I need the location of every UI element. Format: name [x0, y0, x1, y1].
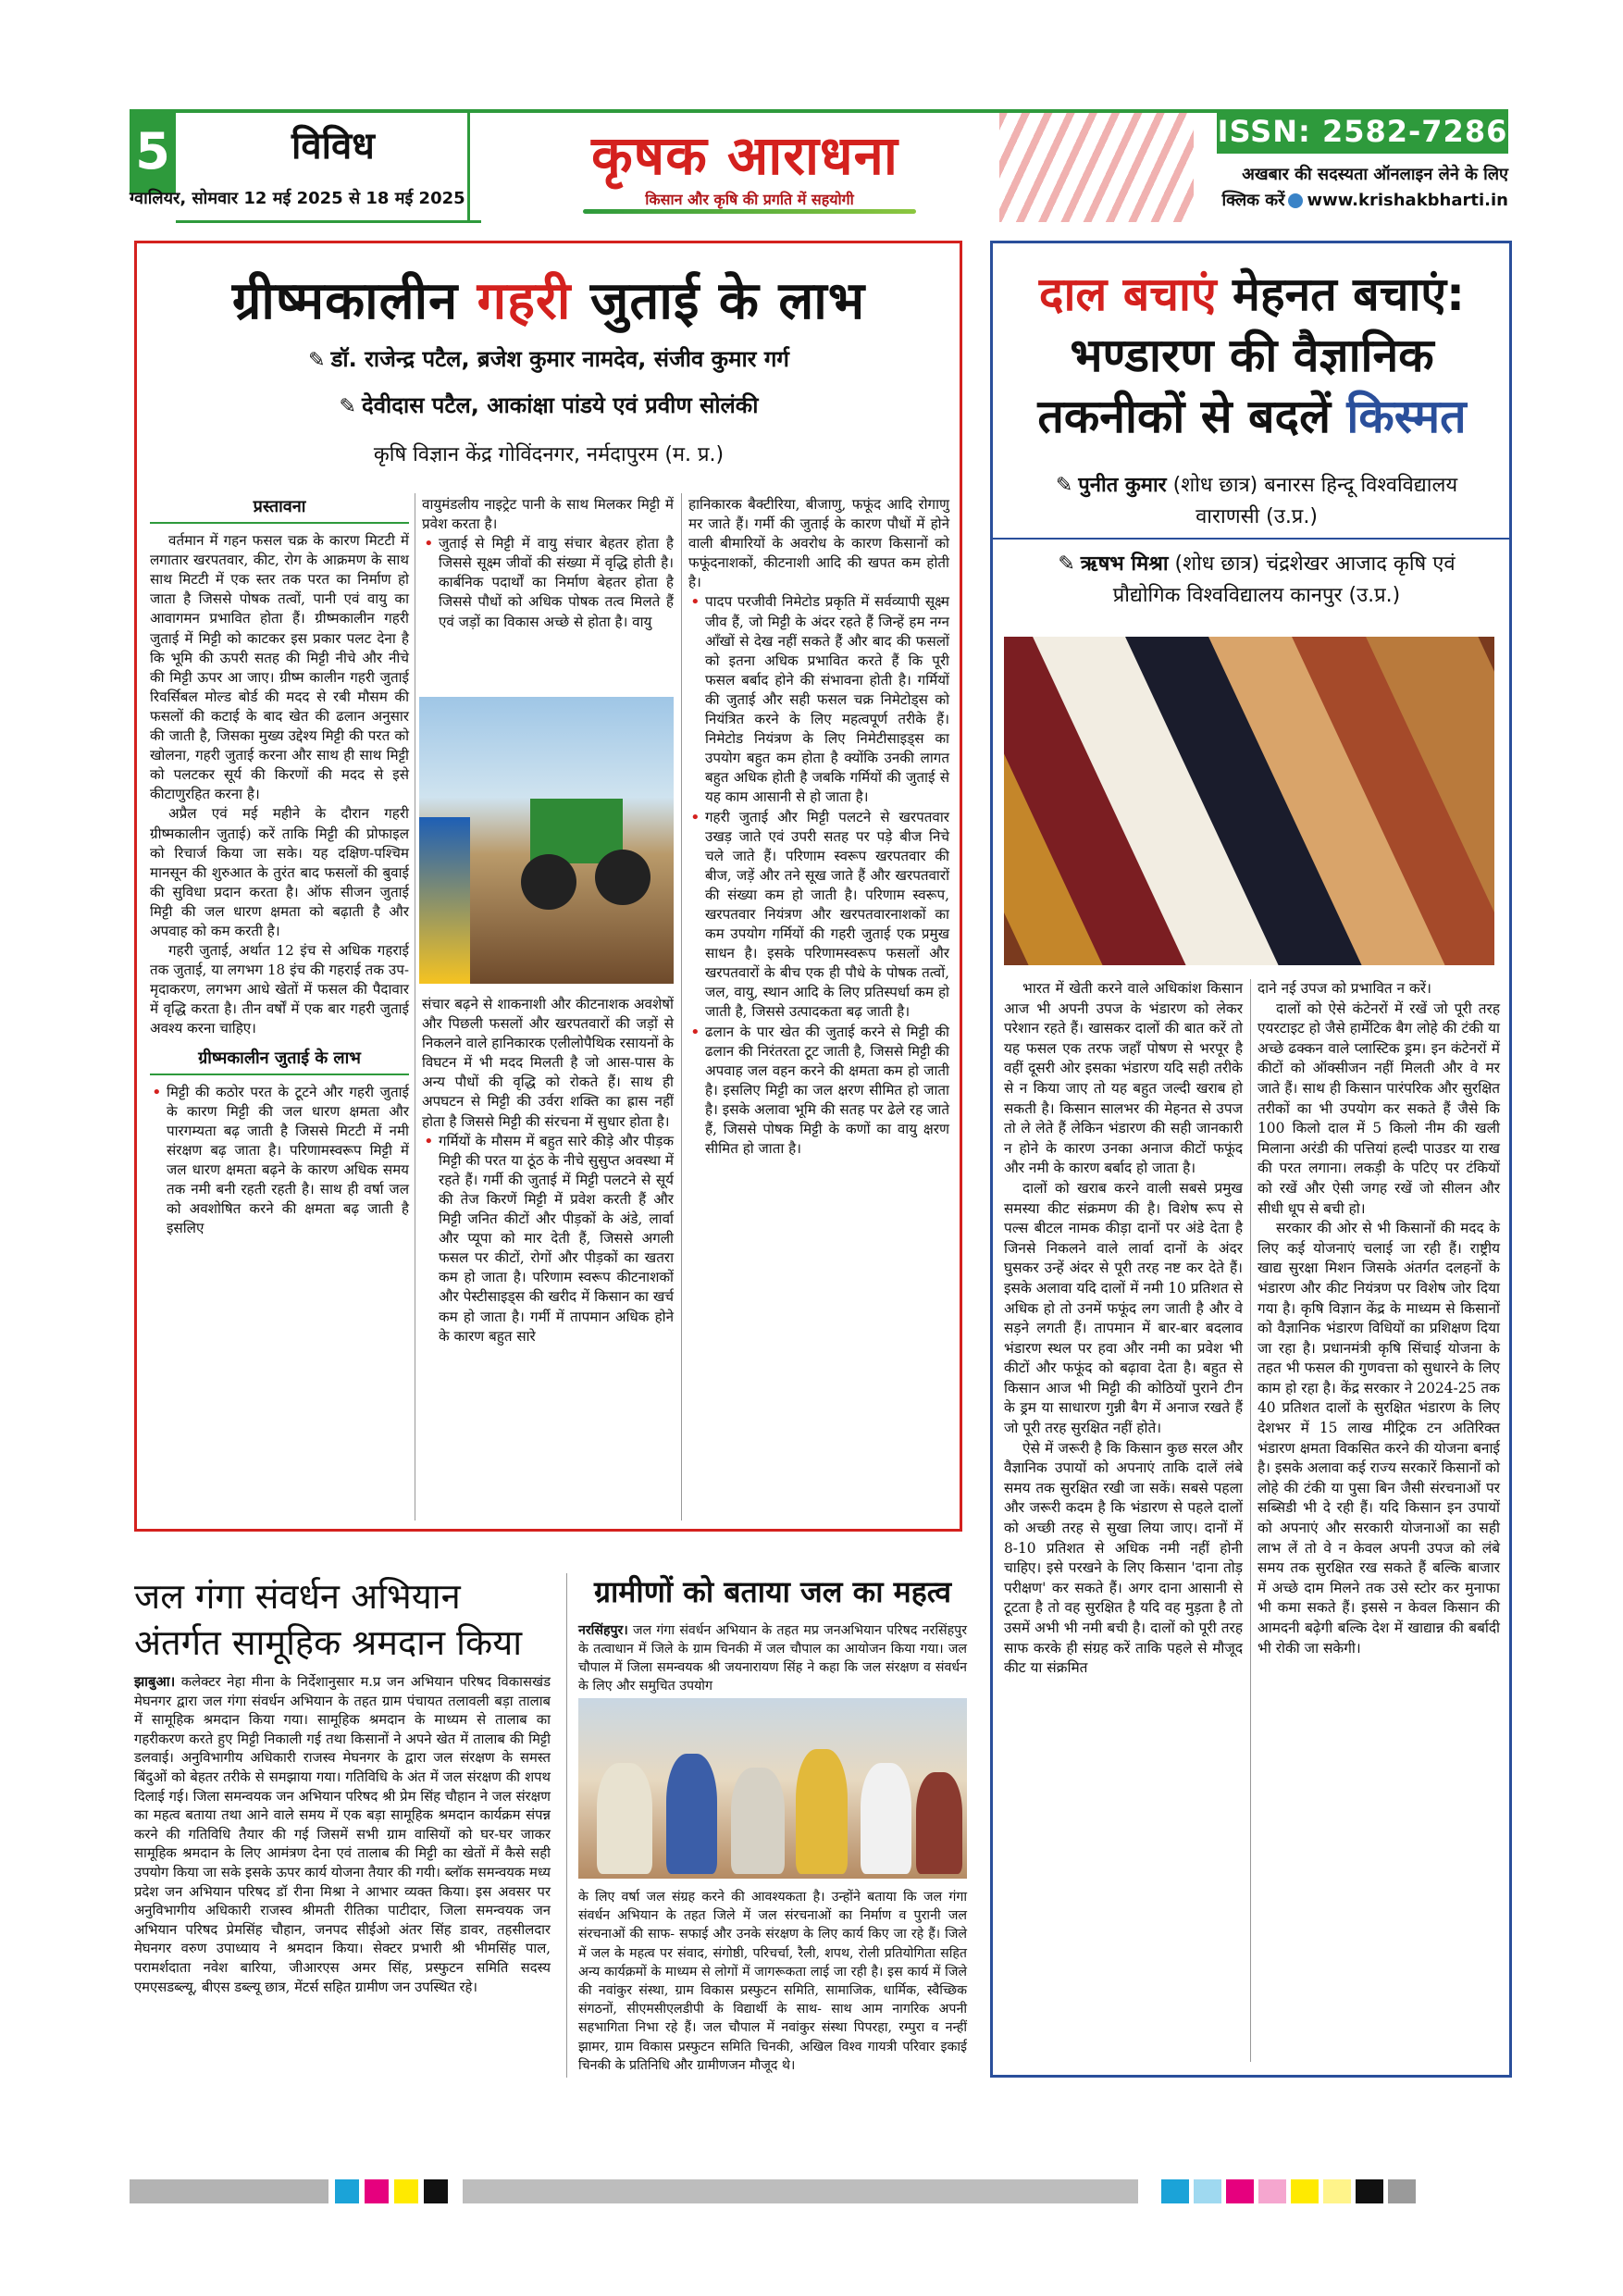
gram-article-title: ग्रामीणों को बताया जल का महत्व — [593, 1574, 952, 1609]
color-bar — [394, 2179, 418, 2203]
pen-icon: ✎ — [308, 349, 326, 372]
subscribe-click-text: क्लिक करें — [1221, 191, 1285, 210]
paragraph: दालों को खराब करने वाली सबसे प्रमुख समस्या कीट संक्रमण की है। विशेष रूप से पल्स बीटल नामक कीड़ा दानों पर अंडे देता है जिनसे निकलने वाले लार्वा दानों के अंदर घुसकर उन्हें अंदर से पूरी तरह नष्ट कर देते हैं। इसके अलावा यदि दालों में नमी 10 प्रतिशत से अधिक हो तो उनमें फफूंद लग जाती है और वे सड़ने लगती हैं। तापमान में बार-बार बदलाव भंडारण स्थल पर हवा और नमी का प्रवेश भी कीटों और फफूंद को बढ़ावा देता है। बहुत से किसान आज भी मिट्टी की कोठियों पुराने टीन के ड्रम या साधारण गुन्नी बैग में अनाज रखते हैं जो पूरी तरह सुरक्षित नहीं होते। — [1004, 1179, 1243, 1437]
pen-icon: ✎ — [1058, 552, 1075, 576]
brand-tagline: किसान और कृषि की प्रगति में सहयोगी — [645, 191, 854, 208]
section-name: विविध — [291, 125, 375, 168]
bullet-item: • पादप परजीवी निमेटोड प्रकृति में सर्वव्यापी सूक्ष्म जीव हैं, जो मिट्टी के अंदर रहते हैं जिन्हें हम नग्न आँखों से देख नहीं सकते हैं और बाद की फसलों को इतना अधिक प्रभावित करते हैं कि पूरी फसल बर्बाद होने की संभावना होती है। गर्मियों की जुताई और सही फसल चक्र निमेटोड्स को नियंत्रित करने के लिए महत्वपूर्ण तरीके हैं। निमेटोड नियंत्रण के लिए निमेटीसाइड्स का उपयोग बहुत कम होता है क्योंकि उनकी लागत बहुत अधिक होती है जबकि गर्मियों की जुताई से यह काम आसानी से हो जाता है। — [688, 592, 949, 807]
right-author-1: ✎ पुनीत कुमार (शोध छात्र) बनारस हिन्दू विश्वविद्यालय वाराणसी (उ.प्र.) — [1030, 470, 1483, 533]
right-title-line-3: तकनीकों से बदलें किस्मत — [1037, 390, 1467, 443]
photo-accent — [419, 817, 470, 984]
masthead-bottom-rule — [176, 220, 481, 223]
color-bar — [463, 2179, 1138, 2203]
jal-article-title: जल गंगा संवर्धन अभियान अंतर्गत सामूहिक श्रमदान किया — [134, 1576, 523, 1663]
benefits-heading: ग्रीष्मकालीन जुताई के लाभ — [150, 1045, 409, 1075]
subscribe-block — [1138, 162, 1508, 214]
column-rule — [1250, 979, 1251, 2062]
color-bar — [424, 2179, 448, 2203]
gram-article-body-top: नरसिंहपुर। जल गंगा संवर्धन अभियान के तहत मप्र जनअभियान परिषद नरसिंहपुर के तत्वाधान में जिले के ग्राम चिनकी में जल चौपाल का आयोजन किया गया। जल चौपाल में जिला समन्वयक श्री जयनारायण सिंह ने कहा कि जल संरक्षण व संवर्धन के लिए और समुचित उपयोग — [578, 1623, 967, 1694]
right-author-2: ✎ ऋषभ मिश्रा (शोध छात्र) चंद्रशेखर आजाद कृषि एवं प्रौद्योगिक विश्वविद्यालय कानपुर (उ.प्र.) — [1030, 549, 1483, 612]
right-article — [990, 241, 1512, 2078]
color-bar — [1258, 2179, 1286, 2203]
main-title-highlight: गहरी — [477, 271, 572, 331]
color-bar — [1388, 2179, 1416, 2203]
color-bar — [365, 2179, 389, 2203]
tractor-photo — [419, 697, 674, 984]
main-article — [134, 241, 962, 1532]
subscribe-text: अखबार की सदस्यता ऑनलाइन लेने के लिए — [1242, 165, 1508, 184]
bullet-item: • गहरी जुताई और मिट्टी पलटने से खरपतवार उखड़ जाते एवं उपरी सतह पर पड़े बीज निचे चले जाते हैं। परिणाम स्वरूप खरपतवार की बीज, जड़ें और तने सूख जाते हैं और खरपतवारों की संख्या कम हो जाती है। परिणाम स्वरूप, खरपतवार नियंत्रण और खरपतवारनाशकों का कम उपयोग गर्मियों की गहरी जुताई एक प्रमुख साधन है। इसके परिणामस्वरूप फसलों और खरपतवारों के बीच एक ही पौधे के पोषक तत्वों, जल, वायु, स्थान आदि के लिए प्रतिस्पर्धा कम हो जाती है, जिससे उत्पादकता बढ़ जाती है। — [688, 808, 949, 1023]
paragraph: हानिकारक बैक्टीरिया, बीजाणु, फफूंद आदि रोगाणु मर जाते हैं। गर्मी की जुताई के कारण पौधों में होने वाली बीमारियों के अवरोध के कारण किसानों को फफूंदनाशकों, कीटनाशी आदि की खपत कम होती है। — [688, 496, 949, 591]
affiliation: कृषि विज्ञान केंद्र गोविंदनगर, नर्मदापुरम (म. प्र.) — [373, 443, 725, 466]
authors-line-1: ✎ डॉ. राजेन्द्र पटैल, ब्रजेश कुमार नामदेव, संजीव कुमार गर्ग — [308, 346, 789, 372]
wheel-icon — [595, 850, 650, 905]
authors-line-2: ✎ देवीदास पटैल, आकांक्षा पांडये एवं प्रवीण सोलंकी — [339, 392, 759, 418]
right-col-2 — [1258, 979, 1500, 1658]
gram-article-body-bottom: के लिए वर्षा जल संग्रह करने की आवश्यकता है। उन्होंने बताया कि जल गंगा संवर्धन अभियान के तहत जिले में जल संरचनाओं का निर्माण व पुरानी जल संरचनाओं की साफ- सफाई और उनके संरक्षण के लिए कार्य किए जा रहे हैं। जिले में जल के महत्व पर संवाद, संगोष्ठी, परिचर्चा, रैली, शपथ, रोली प्रतियोगिता सहित अन्य कार्यक्रमों के माध्यम से लोगों में जागरूकता लाई जा रही है। इस कार्य में जिले की नवांकुर संस्था, ग्राम विकास प्रस्फुटन समिति, सामाजिक, धार्मिक, स्वैच्छिक संगठनों, सीएमसीएलडीपी के विद्यार्थी के साथ- साथ आम नागरिक अपनी सहभागिता निभा रहे हैं। जल चौपाल में नवांकुर संस्था पिपरहा, रम्पुरा व नन्हीं झामर, ग्राम विकास प्रस्फुटन समिति चिनकी, अखिल विश्व गायत्री परिवार इकाई चिनकी के प्रतिनिधि और ग्रामीणजन मौजूद थे। — [578, 1890, 967, 2073]
dateline: झाबुआ। — [134, 1674, 176, 1690]
main-col-1 — [150, 493, 409, 1238]
paragraph: ऐसे में जरूरी है कि किसान कुछ सरल और वैज्ञानिक उपायों को अपनाएं ताकि दालें लंबे समय तक सुरक्षित रखी जा सकें। सबसे पहला और जरूरी कदम है कि भंडारण से पहले दालों को अच्छी तरह से सुखा लिया जाए। दानों में 8-10 प्रतिशत से अधिक नमी नहीं होनी चाहिए। इसे परखने के लिए किसान 'दाना तोड़ परीक्षण' कर सकते हैं। अगर दाना आसानी से टूटता है तो वह सुरक्षित है यदि वह मुड़ता है तो उसमें अभी भी नमी बची है। दालों को पूरी तरह साफ करके ही संग्रह करें ताकि पहले से मौजूद कीट या संक्रमित — [1004, 1439, 1243, 1677]
paragraph: संचार बढ़ने से शाकनाशी और कीटनाशक अवशेषों और पिछली फसलों और खरपतवारों की जड़ों से निकलने वाले हानिकारक एलीलोपैथिक रसायनों के विघटन में भी मदद मिलती है जो आस-पास के अन्य पौधों की वृद्धि को रोकते हैं। साथ ही अपघटन से मिट्टी की उर्वरा शक्ति का ह्रास नहीं होता है जिससे मिट्टी की संरचना में सुधार होता है। — [422, 996, 674, 1130]
main-col-2-top — [422, 495, 674, 632]
color-bar — [1356, 2179, 1383, 2203]
bullet-item: • ढलान के पार खेत की जुताई करने से मिट्टी की ढलान की निरंतरता टूट जाती है, जिससे मिट्टी की अपवाह जल वहन करने की क्षमता कम हो जाती है। इसलिए मिट्टी का जल क्षरण सीमित हो जाता है। इसके अलावा भूमि की सतह पर ढेले रह जाते हैं, जिससे पोषक मिट्टी के कणों का वायु क्षरण सीमित हो जाता है। — [688, 1023, 949, 1160]
pulses-photo — [1004, 637, 1494, 965]
dateline: नरसिंहपुर। — [578, 1623, 628, 1638]
paragraph: वर्तमान में गहन फसल चक्र के कारण मिटटी में लगातार खरपतवार, कीट, रोग के आक्रमण के साथ साथ मिटटी में एक स्तर तक परत का निर्माण हो जाता है जिससे पोषक तत्वों, पानी एवं वायु का आवागमन प्रभावित होता हैं। ग्रीष्मकालीन गहरी जुताई में मिट्टी को काटकर इस प्रकार पलट देना है कि भूमि की ऊपरी सतह की मिट्टी नीचे और नीचे की मिट्टी ऊपर आ जाए। ग्रीष्म कालीन गहरी जुताई रिवर्सिबल मोल्ड बोर्ड की मदद से रबी मौसम की फसलों की कटाई के बाद खेत की ढलान अनुसार की जाती है, जिसका मुख्य उद्देश्य मिट्टी की परत को खोलना, गहरी जुताई करना और साथ ही साथ मिट्टी को पलटकर सूर्य की किरणों की मदद से इसे कीटाणुरहित करना है। — [150, 532, 409, 803]
paragraph: दाने नई उपज को प्रभावित न करें। — [1258, 980, 1431, 997]
column-rule — [566, 1573, 567, 2078]
author-divider — [993, 538, 1509, 540]
intro-heading: प्रस्तावना — [150, 493, 409, 524]
paragraph: अप्रैल एवं मई महीने के दौरान गहरी ग्रीष्मकालीन जुताई) करें ताकि मिट्टी की प्रोफाइल को रिचार्ज किया जा सके। यह दक्षिण-पश्चिम मानसून की शुरुआत के तुरंत बाद फसलों की बुवाई की सुविधा प्रदान करता है। ऑफ सीजन जुताई मिट्टी की जल धारण क्षमता को बढ़ाती है और अपवाह को कम करती है। — [150, 805, 409, 939]
page-number: 5 — [130, 109, 176, 194]
bullet-item: • मिट्टी की कठोर परत के टूटने और गहरी जुताई के कारण मिट्टी की जल धारण क्षमता और पारगम्यता बढ़ जाती है जिससे मिटटी में नमी संरक्षण बढ़ जाता है। परिणामस्वरूप मिट्टी में जल धारण क्षमता बढ़ने के कारण अधिक समय तक नमी बनी रहती रहती है। साथ ही वर्षा जल को अवशोषित करने की क्षमता बढ़ जाती है इसलिए — [150, 1083, 409, 1239]
wheel-icon — [521, 854, 576, 910]
color-bar — [1323, 2179, 1351, 2203]
masthead-divider — [467, 109, 470, 222]
cursor-icon — [1288, 193, 1303, 208]
pen-icon: ✎ — [1055, 474, 1073, 497]
main-article-title: ग्रीष्मकालीन गहरी जुताई के लाभ — [231, 271, 866, 331]
paragraph: गहरी जुताई, अर्थात 12 इंच से अधिक गहराई तक जुताई, या लगभग 18 इंच की गहराई तक उप-मृदाकरण, लगभग आधे खेतों में फसल की पैदावार में वृद्धि करता है। तीन वर्षों में एक बार गहरी जुताई अवश्य करना चाहिए। — [150, 942, 409, 1037]
paragraph: दालों को ऐसे कंटेनरों में रखें जो पूरी तरह एयरटाइट हो जैसे हार्मेटिक बैग लोहे की टंकी या अच्छे ढक्कन वाले प्लास्टिक ड्रम। इन कंटेनरों में कीटों को ऑक्सीजन नहीं मिलती और वे मर जाते हैं। साथ ही किसान पारंपरिक और सुरक्षित तरीकों का भी उपयोग कर सकते हैं जैसे कि 100 किलो दाल में 5 किलो नीम की खली मिलाना अरंडी की पत्तियां हल्दी पाउडर या राख की परत लगाना। लकड़ी के पटिए पर टंकियों को रखें और ऐसी जगह रखें जो सीलन और सीधी धूप से बची हो। — [1258, 999, 1500, 1217]
color-bar — [335, 2179, 359, 2203]
main-col-2-bottom — [422, 995, 674, 1347]
color-bar — [1161, 2179, 1189, 2203]
brand-underline — [583, 209, 916, 214]
meeting-photo — [578, 1698, 967, 1879]
color-bar — [130, 2179, 328, 2203]
bullet-item: • जुताई से मिट्टी में वायु संचार बेहतर होता है जिससे सूक्ष्म जीवों की संख्या में वृद्धि होती है। कार्बनिक पदार्थों का निर्माण बेहतर होता है जिससे पौधों को अधिक पोषक तत्व मिलते हैं एवं जड़ों का विकास अच्छे से होता है। वायु — [422, 534, 674, 631]
pen-icon: ✎ — [339, 395, 356, 418]
right-title-line-2: भण्डारण की वैज्ञानिक — [1070, 329, 1434, 382]
issn-badge: ISSN: 2582-7286 — [1217, 109, 1508, 154]
color-bar — [1194, 2179, 1221, 2203]
right-title-line-1: दाल बचाएं मेहनत बचाएं: — [1038, 267, 1466, 321]
paragraph: भारत में खेती करने वाले अधिकांश किसान आज भी अपनी उपज के भंडारण को लेकर परेशान रहते हैं। खासकर दालों की बात करें तो यह फसल एक तरफ जहाँ पोषण से भरपूर है वहीं दूसरी ओर इसका भंडारण यदि सही तरीके से न किया जाए तो यह बहुत जल्दी खराब हो सकती है। किसान सालभर की मेहनत से उपज तो ले लेते हैं लेकिन भंडारण की सही जानकारी न होने के कारण उनका अनाज कीटों फफूंद और नमी के कारण बर्बाद हो जाता है। — [1004, 980, 1243, 1177]
website-link[interactable]: www.krishakbharti.in — [1307, 191, 1508, 210]
brand-title: कृषक आराधना — [591, 124, 898, 187]
brand-logo — [500, 113, 990, 222]
paragraph: वायुमंडलीय नाइट्रेट पानी के साथ मिलकर मिट्टी में प्रवेश करता है। — [422, 496, 674, 533]
right-col-1 — [1004, 979, 1243, 1679]
bullet-item: • गर्मियों के मौसम में बहुत सारे कीड़े और पीड़क मिट्टी की परत या ठूंठ के नीचे सुसुप्त अवस्था में रहते हैं। गर्मी की जुताई में मिट्टी पलटने से सूर्य की तेज किरणें मिट्टी में प्रवेश करती हैं और मिट्टी जनित कीटों और पीड़कों के अंडे, लार्वा और प्यूपा को मार देती हैं, जिससे अगली फसल पर कीटों, रोगों और पीड़कों का खतरा कम हो जाता है। परिणाम स्वरूप कीटनाशकों और पेस्टीसाइड्स की खरीद में किसान का खर्च कम हो जाता है। गर्मी में तापमान अधिक होने के कारण बहुत सारे — [422, 1132, 674, 1347]
color-bar — [1291, 2179, 1319, 2203]
color-bar — [1226, 2179, 1254, 2203]
column-rule — [681, 493, 682, 1520]
jal-article-body: झाबुआ। कलेक्टर नेहा मीना के निर्देशानुसार म.प्र जन अभियान परिषद विकासखंड मेघनगर द्वारा जल गंगा संवर्धन अभियान के तहत ग्राम पंचायत तलावली बड़ा तालाब में सामूहिक श्रमदान किया गया। सामूहिक श्रमदान के माध्यम से तालाब का गहरीकरण करते हुए मिट्टी निकाली गई तथा किसानों ने अपने खेत में तालाब की मिट्टी डलवाई। अनुविभागीय अधिकारी राजस्व मेघनगर के द्वारा जल संरक्षण के समस्त बिंदुओं को बेहतर तरीके से समझाया गया। गतिविधि के अंत में जल संरक्षण की शपथ दिलाई गई। जिला समन्वयक जन अभियान परिषद श्री प्रेम सिंह चौहान ने जल संरक्षण का महत्व बताया तथा आने वाले समय में एक बड़ा सामूहिक श्रमदान कार्यक्रम संपन्न करने की गतिविधि तैयार की गई जिसमें सभी ग्राम वासियों को घर-घर जाकर सामूहिक श्रमदान के लिए आमंत्रण देना एवं तालाब की मिट्टी का खेतों में कैसे सही उपयोग किया जा सके इसके ऊपर कार्य योजना तैयार की गयी। ब्लॉक समन्वयक मध्य प्रदेश जन अभियान परिषद डॉ रीना मिश्रा ने आभार व्यक्त किया। इस अवसर पर अनुविभागीय अधिकारी राजस्व श्रीमती रीतिका पाटीदार, जिला समन्वयक जन अभियान परिषद प्रेमसिंह चौहान, जनपद सीईओ अंतर सिंह डावर, तहसीलदार मेघनगर वरुण उपाध्याय ने श्रमदान किया। सेक्टर प्रभारी श्री भीमसिंह पाल, परामर्शदाता नवेश बारिया, जीआरएस अमर सिंह, प्रस्फुटन समिति सदस्य एमएसडब्ल्यू, बीएस डब्ल्यू छात्र, मेंटर्स सहित ग्रामीण जन उपस्थित रहे। — [134, 1674, 551, 1995]
paragraph: सरकार की ओर से भी किसानों की मदद के लिए कई योजनाएं चलाई जा रही हैं। राष्ट्रीय खाद्य सुरक्षा मिशन जिसके अंतर्गत दलहनों के भंडारण और कीट नियंत्रण पर विशेष जोर दिया गया है। कृषि विज्ञान केंद्र के माध्यम से किसानों को वैज्ञानिक भंडारण विधियों का प्रशिक्षण दिया जा रहा है। प्रधानमंत्री कृषि सिंचाई योजना के तहत भी फसल की गुणवत्ता को सुधारने के लिए काम हो रहा है। केंद्र सरकार ने 2024-25 तक 40 प्रतिशत दालों के सुरक्षित भंडारण के लिए देशभर में 15 लाख मीट्रिक टन अतिरिक्त भंडारण क्षमता विकसित करने की योजना बनाई है। इसके अलावा कई राज्य सरकारें किसानों को लोहे की टंकी या पुसा बिन जैसी संरचनाओं पर सब्सिडी भी दे रही हैं। यदि किसान इन उपायों को अपनाएं और सरकारी योजनाओं का सही लाभ लें तो वे न केवल अपनी उपज को लंबे समय तक सुरक्षित रख सकते हैं बल्कि बाजार में अच्छे दाम मिलने तक उसे स्टोर कर मुनाफा भी कमा सकते हैं। इससे न केवल किसान की आमदनी बढ़ेगी बल्कि देश में खाद्यान्न की बर्बादी भी रोकी जा सकेगी। — [1258, 1220, 1500, 1657]
issue-date: ग्वालियर, सोमवार 12 मई 2025 से 18 मई 2025 — [130, 189, 465, 208]
main-col-3 — [688, 495, 949, 1159]
